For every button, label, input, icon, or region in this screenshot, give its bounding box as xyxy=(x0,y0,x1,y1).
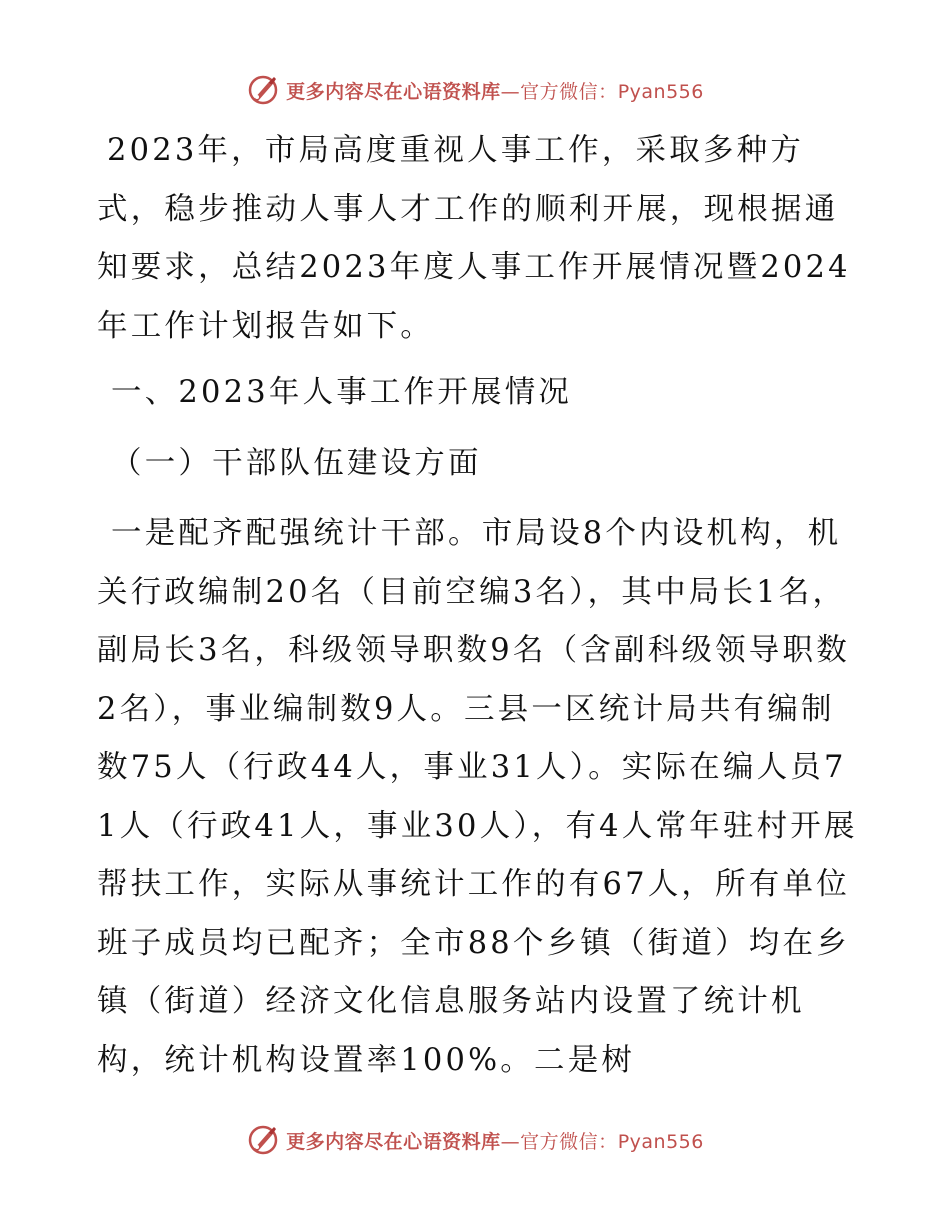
watermark-contact-label: 官方微信： xyxy=(520,1130,618,1153)
document-body xyxy=(97,122,867,1090)
intro-paragraph: 2023年，市局高度重视人事工作，采取多种方式，稳步推动人事人才工作的顺利开展，现根据通知要求，总结2023年度人事工作开展情况暨2024年工作计划报告如下。 xyxy=(97,133,851,344)
body-paragraph: 一是配齐配强统计干部。市局设8个内设机构，机关行政编制20名（目前空编3名），其中局长1名，副局长3名，科级领导职数9名（含副科级领导职数2名），事业编制数9人。三县一区统计局共有编制数75人（行政44人，事业31人）。实际在编人员71人（行政41人，事业30人），有4人常年驻村开展帮扶工作，实际从事统计工作的有67人，所有单位班子成员均已配齐；全市88个乡镇（街道）均在乡镇（街道）经济文化信息服务站内设置了统计机构，统计机构设置率100%。二是树 xyxy=(97,516,858,1078)
watermark-text xyxy=(286,77,704,104)
watermark-contact-label: 官方微信： xyxy=(520,80,618,103)
watermark-separator: — xyxy=(500,1130,521,1153)
watermark-header xyxy=(0,70,950,110)
pen-logo-icon xyxy=(246,1123,280,1157)
watermark-site-text: 更多内容尽在心语资料库 xyxy=(286,80,501,103)
subsection-heading: （一）干部队伍建设方面 xyxy=(111,445,482,481)
watermark-contact-id: Pyan556 xyxy=(617,1130,704,1153)
watermark-separator: — xyxy=(500,80,521,103)
section-heading: 一、2023年人事工作开展情况 xyxy=(111,375,573,410)
watermark-site-text: 更多内容尽在心语资料库 xyxy=(286,1130,501,1153)
watermark-text xyxy=(286,1127,704,1154)
pen-logo-icon xyxy=(246,73,280,107)
watermark-footer xyxy=(0,1120,950,1160)
watermark-contact-id: Pyan556 xyxy=(617,80,704,103)
